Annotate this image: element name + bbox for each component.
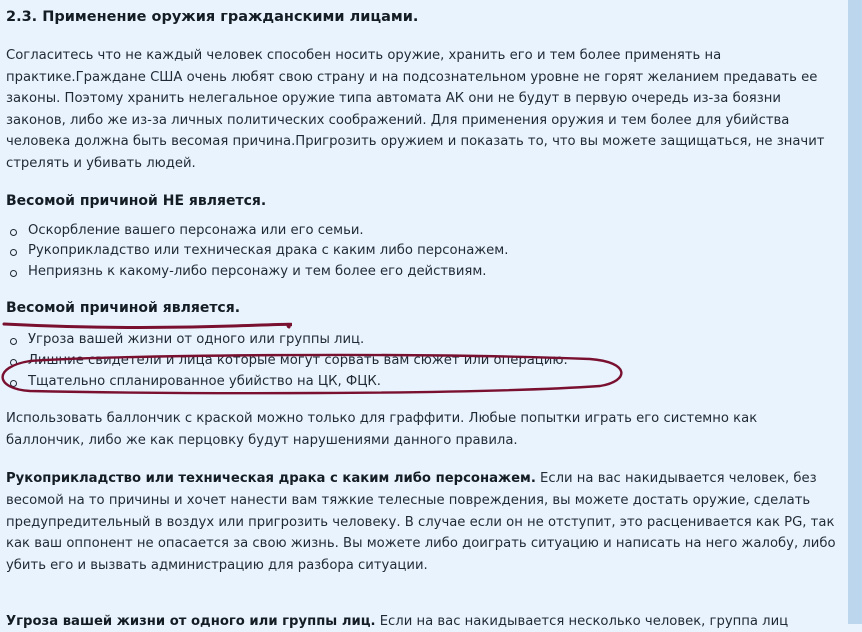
not-reason-heading: Весомой причиной НЕ является. [6, 192, 267, 209]
bullet-icon [10, 270, 17, 277]
bullet-icon [10, 380, 17, 387]
fight-lead: Рукоприкладство или техническая драка с каким либо персонажем. [6, 471, 536, 487]
bullet-icon [10, 229, 17, 236]
list-item-highlighted: Лишние свидетели и лица которые могут сорвать вам сюжет или операцию. [6, 351, 838, 372]
article-content [6, 0, 838, 576]
list-item: Неприязнь к какому-либо персонажу и тем более его действиям. [6, 262, 838, 283]
cut-text: Если на вас накидывается несколько человек, группа лиц [375, 614, 789, 629]
cut-off-paragraph [6, 611, 788, 632]
spray-paragraph: Использовать баллончик с краской можно только для граффити. Любые попытки играть его системно как баллончик, либо же как перцовку будут нарушениями данного правила. [6, 411, 758, 448]
scrollbar-track[interactable] [848, 0, 862, 624]
bullet-icon [10, 249, 17, 256]
list-item: Оскорбление вашего персонажа или его семьи. [6, 221, 838, 242]
bullet-icon [10, 338, 17, 345]
fight-text: Если на вас накидывается человек, без весомой на то причины и хочет нанести вам тяжкие телесные повреждения, вы можете достать оружие, сделать предупредительный в воздух или пригрозить человеку. В случае если он не отступит, это расценивается как PG, так как ваш оппонент не опасается за свою жизнь. Вы можете либо доиграть ситуацию и написать на него жалобу, либо убить его и вызвать администрацию для разбора ситуации. [6, 471, 836, 573]
section-heading: 2.3. Применение оружия гражданскими лицами. [6, 9, 419, 25]
intro-paragraph: Согласитесь что не каждый человек способен носить оружие, хранить его и тем более применять на практике.Граждане США очень любят свою страну и на подсознательном уровне не горят желанием предавать ее законы. Поэтому хранить нелегальное оружие типа автомата АК они не будут в первую очередь из-за боязни законов, либо же из-за личных политических соображений. Для применения оружия и тем более для убийства человека должна быть весомая причина.Пригрозить оружием и показать то, что вы можете защищаться, не значит стрелять и убивать людей. [6, 48, 825, 171]
reason-heading [6, 298, 838, 318]
bullet-icon [10, 359, 17, 366]
reason-list [6, 330, 838, 392]
not-reason-list [6, 221, 838, 283]
list-item: Рукоприкладство или техническая драка с каким либо персонажем. [6, 241, 838, 262]
fight-paragraph [6, 468, 838, 576]
list-item: Угроза вашей жизни от одного или группы лиц. [6, 330, 838, 351]
cut-lead: Угроза вашей жизни от одного или группы лиц. [6, 614, 376, 629]
list-item: Тщательно спланированное убийство на ЦК, ФЦК. [6, 372, 838, 393]
reason-heading-wrap: Весомой причиной является. [6, 298, 240, 318]
